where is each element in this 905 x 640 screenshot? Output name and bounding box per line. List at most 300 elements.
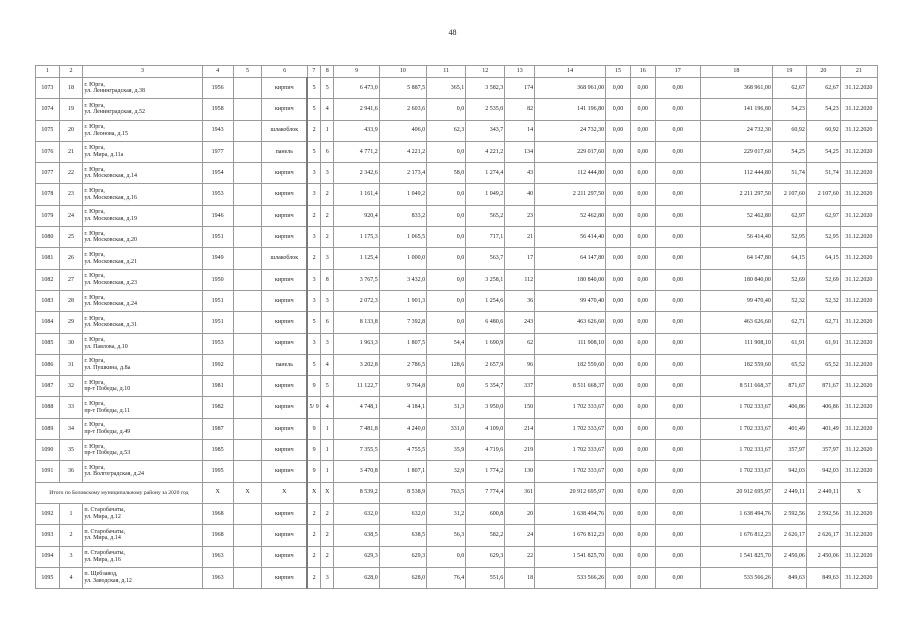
cell-col-2: 2	[59, 525, 83, 546]
cell-col-9: 2 342,6	[334, 163, 379, 184]
cell-col-8: 1	[321, 461, 334, 482]
cell-col-14: 1 702 333,67	[535, 461, 606, 482]
cell-col-19: 52,95	[772, 227, 806, 248]
cell-col-12: 1 774,2	[466, 461, 505, 482]
cell-col-8: 2	[321, 546, 334, 567]
cell-col-3: г. Юрга, ул. Ленинградская, д.38	[83, 78, 202, 99]
table-row	[36, 290, 878, 311]
cell-col-21: 31.12.2020	[840, 461, 877, 482]
cell-col-2: 28	[59, 290, 83, 311]
cell-col-20: 2 107,60	[806, 184, 840, 205]
cell-col-12: 4 109,0	[466, 418, 505, 439]
cell-col-6: кирпич	[262, 99, 307, 120]
cell-col-6: кирпич	[262, 503, 307, 524]
cell-col-13: 219	[505, 440, 535, 461]
cell-col-3: г. Юрга, ул. Волгоградская, д.24	[83, 461, 202, 482]
column-number-17: 17	[655, 66, 700, 78]
cell-col-19: 357,97	[772, 440, 806, 461]
cell-col-11: 0,0	[427, 376, 466, 397]
table-body	[36, 78, 878, 589]
cell-col-16: 0,00	[630, 120, 655, 141]
cell-col-1: 1089	[36, 418, 60, 439]
cell-col-4: 1953	[202, 333, 233, 354]
cell-col-5	[233, 503, 262, 524]
cell-col-9: 3 202,8	[334, 354, 379, 375]
cell-col-8: 4	[321, 99, 334, 120]
cell-col-5	[233, 376, 262, 397]
cell-col-4: 1985	[202, 440, 233, 461]
cell-col-12: 4 221,2	[466, 141, 505, 162]
cell-col-15: 0,00	[606, 312, 631, 333]
cell-col-17: 0,00	[655, 205, 700, 226]
cell-col-7: 5	[307, 354, 320, 375]
cell-col-8: 5	[321, 376, 334, 397]
cell-col-20: 406,86	[806, 397, 840, 418]
cell-col-4: 1995	[202, 461, 233, 482]
cell-col-8: 2	[321, 184, 334, 205]
cell-col-14: 8 511 668,37	[535, 376, 606, 397]
cell-col-16: 0,00	[630, 269, 655, 290]
cell-col-5	[233, 333, 262, 354]
column-number-9: 9	[334, 66, 379, 78]
cell-col-7: 3	[307, 333, 320, 354]
cell-col-11: 58,0	[427, 163, 466, 184]
cell-col-8: 3	[321, 333, 334, 354]
cell-col-16: 0,00	[630, 227, 655, 248]
column-number-14: 14	[535, 66, 606, 78]
table-row	[36, 376, 878, 397]
cell-col-10: 628,0	[379, 567, 426, 588]
cell-col-11: 365,1	[427, 78, 466, 99]
cell-col-5	[233, 163, 262, 184]
cell-col-21: 31.12.2020	[840, 525, 877, 546]
cell-col-2: 19	[59, 99, 83, 120]
cell-col-8: 5	[321, 78, 334, 99]
cell-col-5	[233, 418, 262, 439]
cell-col-20: 61,91	[806, 333, 840, 354]
total-cell-col-17: 0,00	[655, 482, 700, 503]
cell-col-18: 1 541 825,70	[700, 546, 772, 567]
column-number-20: 20	[806, 66, 840, 78]
table-row	[36, 546, 878, 567]
housing-registry-table	[35, 65, 878, 589]
cell-col-14: 1 702 333,67	[535, 397, 606, 418]
cell-col-12: 551,6	[466, 567, 505, 588]
cell-col-21: 31.12.2020	[840, 163, 877, 184]
cell-col-20: 942,03	[806, 461, 840, 482]
total-cell-col-6: X	[262, 482, 307, 503]
cell-col-9: 11 122,7	[334, 376, 379, 397]
cell-col-14: 1 541 825,70	[535, 546, 606, 567]
cell-col-20: 60,92	[806, 120, 840, 141]
cell-col-2: 1	[59, 503, 83, 524]
cell-col-14: 229 017,60	[535, 141, 606, 162]
cell-col-8: 3	[321, 163, 334, 184]
cell-col-20: 2 450,06	[806, 546, 840, 567]
cell-col-8: 1	[321, 120, 334, 141]
cell-col-14: 99 470,40	[535, 290, 606, 311]
cell-col-21: 31.12.2020	[840, 141, 877, 162]
cell-col-6: кирпич	[262, 333, 307, 354]
cell-col-17: 0,00	[655, 354, 700, 375]
cell-col-4: 1951	[202, 227, 233, 248]
total-cell-col-13: 361	[505, 482, 535, 503]
cell-col-3: г. Юрга, ул. Павлова, д.10	[83, 333, 202, 354]
cell-col-17: 0,00	[655, 248, 700, 269]
table-row	[36, 312, 878, 333]
cell-col-21: 31.12.2020	[840, 120, 877, 141]
cell-col-16: 0,00	[630, 354, 655, 375]
cell-col-2: 3	[59, 546, 83, 567]
cell-col-3: п. Старобачаты, ул. Мира, д.14	[83, 525, 202, 546]
cell-col-4: 1943	[202, 120, 233, 141]
cell-col-15: 0,00	[606, 440, 631, 461]
cell-col-1: 1079	[36, 205, 60, 226]
cell-col-17: 0,00	[655, 99, 700, 120]
cell-col-15: 0,00	[606, 376, 631, 397]
cell-col-14: 111 908,10	[535, 333, 606, 354]
cell-col-20: 52,69	[806, 269, 840, 290]
table-row	[36, 418, 878, 439]
cell-col-15: 0,00	[606, 141, 631, 162]
cell-col-8: 1	[321, 418, 334, 439]
cell-col-6: кирпич	[262, 163, 307, 184]
cell-col-17: 0,00	[655, 461, 700, 482]
cell-col-8: 2	[321, 503, 334, 524]
cell-col-13: 96	[505, 354, 535, 375]
cell-col-12: 2 535,0	[466, 99, 505, 120]
cell-col-8: 1	[321, 440, 334, 461]
cell-col-2: 24	[59, 205, 83, 226]
cell-col-17: 0,00	[655, 333, 700, 354]
total-cell-col-12: 7 774,4	[466, 482, 505, 503]
cell-col-17: 0,00	[655, 376, 700, 397]
table-row	[36, 184, 878, 205]
cell-col-16: 0,00	[630, 312, 655, 333]
cell-col-13: 82	[505, 99, 535, 120]
cell-col-19: 51,74	[772, 163, 806, 184]
cell-col-6: кирпич	[262, 184, 307, 205]
cell-col-7: 2	[307, 525, 320, 546]
cell-col-6: кирпич	[262, 525, 307, 546]
cell-col-11: 0,0	[427, 205, 466, 226]
cell-col-11: 0,0	[427, 184, 466, 205]
cell-col-2: 32	[59, 376, 83, 397]
cell-col-19: 54,23	[772, 99, 806, 120]
cell-col-15: 0,00	[606, 290, 631, 311]
column-number-6: 6	[262, 66, 307, 78]
cell-col-9: 4 771,2	[334, 141, 379, 162]
cell-col-6: кирпич	[262, 440, 307, 461]
total-cell-col-10: 8 538,9	[379, 482, 426, 503]
cell-col-17: 0,00	[655, 567, 700, 588]
total-cell-col-7: X	[307, 482, 320, 503]
cell-col-7: 2	[307, 205, 320, 226]
cell-col-1: 1087	[36, 376, 60, 397]
cell-col-6: кирпич	[262, 290, 307, 311]
cell-col-17: 0,00	[655, 184, 700, 205]
table-row	[36, 120, 878, 141]
cell-col-14: 2 211 297,50	[535, 184, 606, 205]
cell-col-5	[233, 312, 262, 333]
cell-col-13: 36	[505, 290, 535, 311]
cell-col-2: 25	[59, 227, 83, 248]
total-cell-col-21: X	[840, 482, 877, 503]
cell-col-8: 3	[321, 567, 334, 588]
cell-col-1: 1086	[36, 354, 60, 375]
cell-col-20: 52,95	[806, 227, 840, 248]
cell-col-11: 0,0	[427, 312, 466, 333]
column-number-8: 8	[321, 66, 334, 78]
cell-col-9: 3 767,5	[334, 269, 379, 290]
cell-col-7: 3	[307, 269, 320, 290]
cell-col-10: 4 221,2	[379, 141, 426, 162]
cell-col-1: 1090	[36, 440, 60, 461]
cell-col-4: 1954	[202, 163, 233, 184]
cell-col-12: 5 354,7	[466, 376, 505, 397]
cell-col-15: 0,00	[606, 525, 631, 546]
cell-col-1: 1073	[36, 78, 60, 99]
cell-col-5	[233, 546, 262, 567]
cell-col-13: 21	[505, 227, 535, 248]
cell-col-12: 1 254,6	[466, 290, 505, 311]
cell-col-11: 35,9	[427, 440, 466, 461]
cell-col-3: г. Юрга, ул. Московская, д.21	[83, 248, 202, 269]
cell-col-9: 6 473,0	[334, 78, 379, 99]
cell-col-3: г. Юрга, ул. Московская, д.23	[83, 269, 202, 290]
cell-col-20: 62,97	[806, 205, 840, 226]
cell-col-13: 24	[505, 525, 535, 546]
cell-col-11: 0,0	[427, 99, 466, 120]
cell-col-12: 563,7	[466, 248, 505, 269]
table-row	[36, 99, 878, 120]
cell-col-18: 1 676 812,23	[700, 525, 772, 546]
cell-col-9: 1 175,3	[334, 227, 379, 248]
cell-col-18: 64 147,80	[700, 248, 772, 269]
cell-col-6: кирпич	[262, 376, 307, 397]
cell-col-12: 343,7	[466, 120, 505, 141]
cell-col-4: 1946	[202, 205, 233, 226]
cell-col-18: 463 626,60	[700, 312, 772, 333]
cell-col-20: 2 592,56	[806, 503, 840, 524]
cell-col-6: шлакоблок	[262, 248, 307, 269]
cell-col-1: 1082	[36, 269, 60, 290]
cell-col-1: 1088	[36, 397, 60, 418]
cell-col-6: кирпич	[262, 312, 307, 333]
cell-col-19: 65,52	[772, 354, 806, 375]
cell-col-18: 52 462,80	[700, 205, 772, 226]
cell-col-3: г. Юрга, ул. Московская, д.31	[83, 312, 202, 333]
cell-col-13: 43	[505, 163, 535, 184]
cell-col-3: г. Юрга, пр-т Победы, д.10	[83, 376, 202, 397]
table-row	[36, 163, 878, 184]
cell-col-20: 849,63	[806, 567, 840, 588]
cell-col-19: 62,71	[772, 312, 806, 333]
header-row	[36, 66, 878, 78]
cell-col-6: панель	[262, 141, 307, 162]
cell-col-11: 331,0	[427, 418, 466, 439]
total-cell-col-9: 8 539,2	[334, 482, 379, 503]
cell-col-15: 0,00	[606, 567, 631, 588]
cell-col-6: кирпич	[262, 269, 307, 290]
cell-col-21: 31.12.2020	[840, 418, 877, 439]
cell-col-10: 629,3	[379, 546, 426, 567]
cell-col-16: 0,00	[630, 248, 655, 269]
cell-col-7: 5	[307, 99, 320, 120]
cell-col-20: 52,32	[806, 290, 840, 311]
cell-col-2: 26	[59, 248, 83, 269]
cell-col-8: 8	[321, 269, 334, 290]
cell-col-10: 1 065,5	[379, 227, 426, 248]
cell-col-4: 1953	[202, 184, 233, 205]
cell-col-4: 1968	[202, 503, 233, 524]
cell-col-1: 1092	[36, 503, 60, 524]
cell-col-10: 1 901,3	[379, 290, 426, 311]
cell-col-19: 62,67	[772, 78, 806, 99]
cell-col-13: 214	[505, 418, 535, 439]
cell-col-8: 3	[321, 248, 334, 269]
total-row	[36, 482, 878, 503]
cell-col-18: 182 559,60	[700, 354, 772, 375]
cell-col-21: 31.12.2020	[840, 248, 877, 269]
cell-col-14: 368 961,00	[535, 78, 606, 99]
cell-col-13: 243	[505, 312, 535, 333]
cell-col-21: 31.12.2020	[840, 78, 877, 99]
cell-col-18: 1 702 333,67	[700, 461, 772, 482]
cell-col-19: 2 107,60	[772, 184, 806, 205]
column-number-15: 15	[606, 66, 631, 78]
column-number-11: 11	[427, 66, 466, 78]
cell-col-18: 141 196,80	[700, 99, 772, 120]
cell-col-11: 0,0	[427, 227, 466, 248]
column-number-4: 4	[202, 66, 233, 78]
cell-col-6: кирпич	[262, 461, 307, 482]
cell-col-18: 99 470,40	[700, 290, 772, 311]
cell-col-21: 31.12.2020	[840, 440, 877, 461]
cell-col-12: 2 657,9	[466, 354, 505, 375]
cell-col-13: 62	[505, 333, 535, 354]
cell-col-17: 0,00	[655, 503, 700, 524]
cell-col-19: 61,91	[772, 333, 806, 354]
cell-col-15: 0,00	[606, 78, 631, 99]
cell-col-7: 5	[307, 141, 320, 162]
cell-col-8: 6	[321, 141, 334, 162]
table-row	[36, 397, 878, 418]
cell-col-17: 0,00	[655, 78, 700, 99]
cell-col-3: г. Юрга, ул. Московская, д.24	[83, 290, 202, 311]
table-row	[36, 141, 878, 162]
cell-col-20: 2 626,17	[806, 525, 840, 546]
cell-col-1: 1085	[36, 333, 60, 354]
cell-col-11: 56,3	[427, 525, 466, 546]
cell-col-6: панель	[262, 354, 307, 375]
table-row	[36, 525, 878, 546]
cell-col-4: 1958	[202, 99, 233, 120]
cell-col-13: 20	[505, 503, 535, 524]
total-cell-col-19: 2 449,11	[772, 482, 806, 503]
cell-col-7: 9	[307, 440, 320, 461]
cell-col-18: 180 840,00	[700, 269, 772, 290]
cell-col-21: 31.12.2020	[840, 227, 877, 248]
cell-col-4: 1950	[202, 269, 233, 290]
table-row	[36, 567, 878, 588]
cell-col-14: 1 702 333,67	[535, 440, 606, 461]
total-cell-col-14: 20 912 695,97	[535, 482, 606, 503]
cell-col-13: 337	[505, 376, 535, 397]
cell-col-11: 0,0	[427, 248, 466, 269]
cell-col-2: 30	[59, 333, 83, 354]
cell-col-13: 14	[505, 120, 535, 141]
cell-col-18: 111 908,10	[700, 333, 772, 354]
cell-col-9: 4 748,1	[334, 397, 379, 418]
cell-col-5	[233, 78, 262, 99]
cell-col-4: 1956	[202, 78, 233, 99]
cell-col-15: 0,00	[606, 227, 631, 248]
cell-col-14: 141 196,80	[535, 99, 606, 120]
table-row	[36, 333, 878, 354]
cell-col-20: 51,74	[806, 163, 840, 184]
cell-col-4: 1977	[202, 141, 233, 162]
cell-col-8: 2	[321, 205, 334, 226]
cell-col-19: 62,97	[772, 205, 806, 226]
cell-col-16: 0,00	[630, 141, 655, 162]
cell-col-5	[233, 141, 262, 162]
table-row	[36, 440, 878, 461]
cell-col-5	[233, 397, 262, 418]
cell-col-6: кирпич	[262, 227, 307, 248]
cell-col-9: 1 161,4	[334, 184, 379, 205]
cell-col-16: 0,00	[630, 376, 655, 397]
cell-col-19: 64,15	[772, 248, 806, 269]
cell-col-4: 1949	[202, 248, 233, 269]
cell-col-11: 0,0	[427, 141, 466, 162]
cell-col-18: 56 414,40	[700, 227, 772, 248]
cell-col-18: 1 638 494,76	[700, 503, 772, 524]
cell-col-9: 632,0	[334, 503, 379, 524]
cell-col-16: 0,00	[630, 205, 655, 226]
cell-col-10: 7 392,8	[379, 312, 426, 333]
cell-col-12: 4 719,6	[466, 440, 505, 461]
cell-col-4: 1951	[202, 290, 233, 311]
cell-col-17: 0,00	[655, 312, 700, 333]
total-cell-col-4: X	[202, 482, 233, 503]
cell-col-16: 0,00	[630, 546, 655, 567]
cell-col-14: 112 444,80	[535, 163, 606, 184]
cell-col-20: 64,15	[806, 248, 840, 269]
cell-col-5	[233, 290, 262, 311]
cell-col-18: 533 566,26	[700, 567, 772, 588]
cell-col-15: 0,00	[606, 205, 631, 226]
table-row	[36, 78, 878, 99]
cell-col-18: 1 702 333,67	[700, 397, 772, 418]
cell-col-20: 357,97	[806, 440, 840, 461]
cell-col-9: 920,4	[334, 205, 379, 226]
cell-col-16: 0,00	[630, 397, 655, 418]
cell-col-15: 0,00	[606, 397, 631, 418]
cell-col-16: 0,00	[630, 290, 655, 311]
cell-col-11: 54,4	[427, 333, 466, 354]
cell-col-12: 565,2	[466, 205, 505, 226]
cell-col-13: 112	[505, 269, 535, 290]
cell-col-9: 8 133,8	[334, 312, 379, 333]
cell-col-19: 60,92	[772, 120, 806, 141]
cell-col-9: 7 481,8	[334, 418, 379, 439]
cell-col-10: 2 603,6	[379, 99, 426, 120]
cell-col-10: 632,0	[379, 503, 426, 524]
total-row-label: Итого по Беловскому муниципальному району за 2020 год	[36, 482, 203, 503]
cell-col-2: 21	[59, 141, 83, 162]
cell-col-3: г. Юрга, ул. Леонова, д.15	[83, 120, 202, 141]
